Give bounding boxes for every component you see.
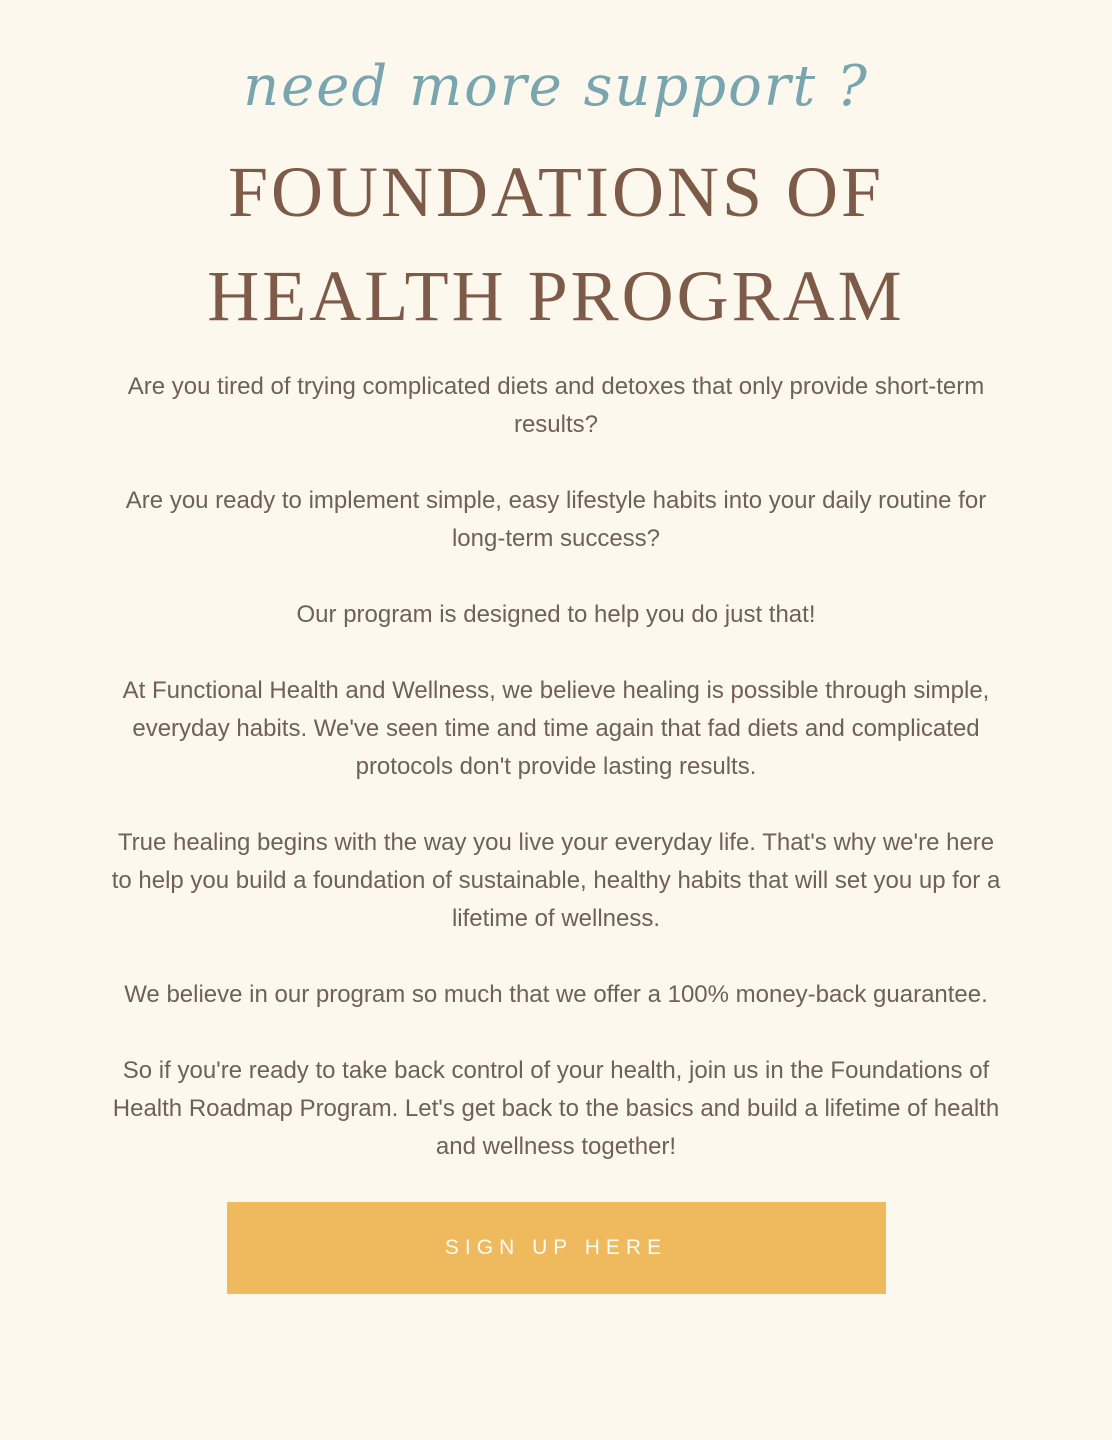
page-title-line-1: FOUNDATIONS OF: [227, 152, 885, 232]
body-copy: [106, 368, 1006, 1166]
sign-up-button[interactable]: SIGN UP HERE: [227, 1202, 886, 1294]
body-paragraph: Are you ready to implement simple, easy lifestyle habits into your daily routine for long-term success?: [125, 487, 987, 552]
body-paragraph: Are you tired of trying complicated diets and detoxes that only provide short-term results?: [127, 373, 985, 438]
body-paragraph: So if you're ready to take back control of your health, join us in the Foundations of Health Roadmap Program. Let's get back to the basics and build a lifetime of health and wellness together!: [112, 1057, 1000, 1160]
page-title-line-2: HEALTH PROGRAM: [207, 256, 905, 336]
script-tagline: need more support ?: [243, 54, 869, 119]
body-paragraph: True healing begins with the way you live your everyday life. That's why we're here to help you build a foundation of sustainable, healthy habits that will set you up for a lifetime of wellness.: [111, 829, 1001, 932]
body-paragraph: At Functional Health and Wellness, we believe healing is possible through simple, everyday habits. We've seen time and time again that fad diets and complicated protocols don't provide lasting results.: [122, 677, 990, 780]
body-paragraph: Our program is designed to help you do just that!: [296, 601, 816, 628]
page-title: [207, 140, 904, 348]
body-paragraph: We believe in our program so much that we offer a 100% money-back guarantee.: [124, 981, 988, 1008]
